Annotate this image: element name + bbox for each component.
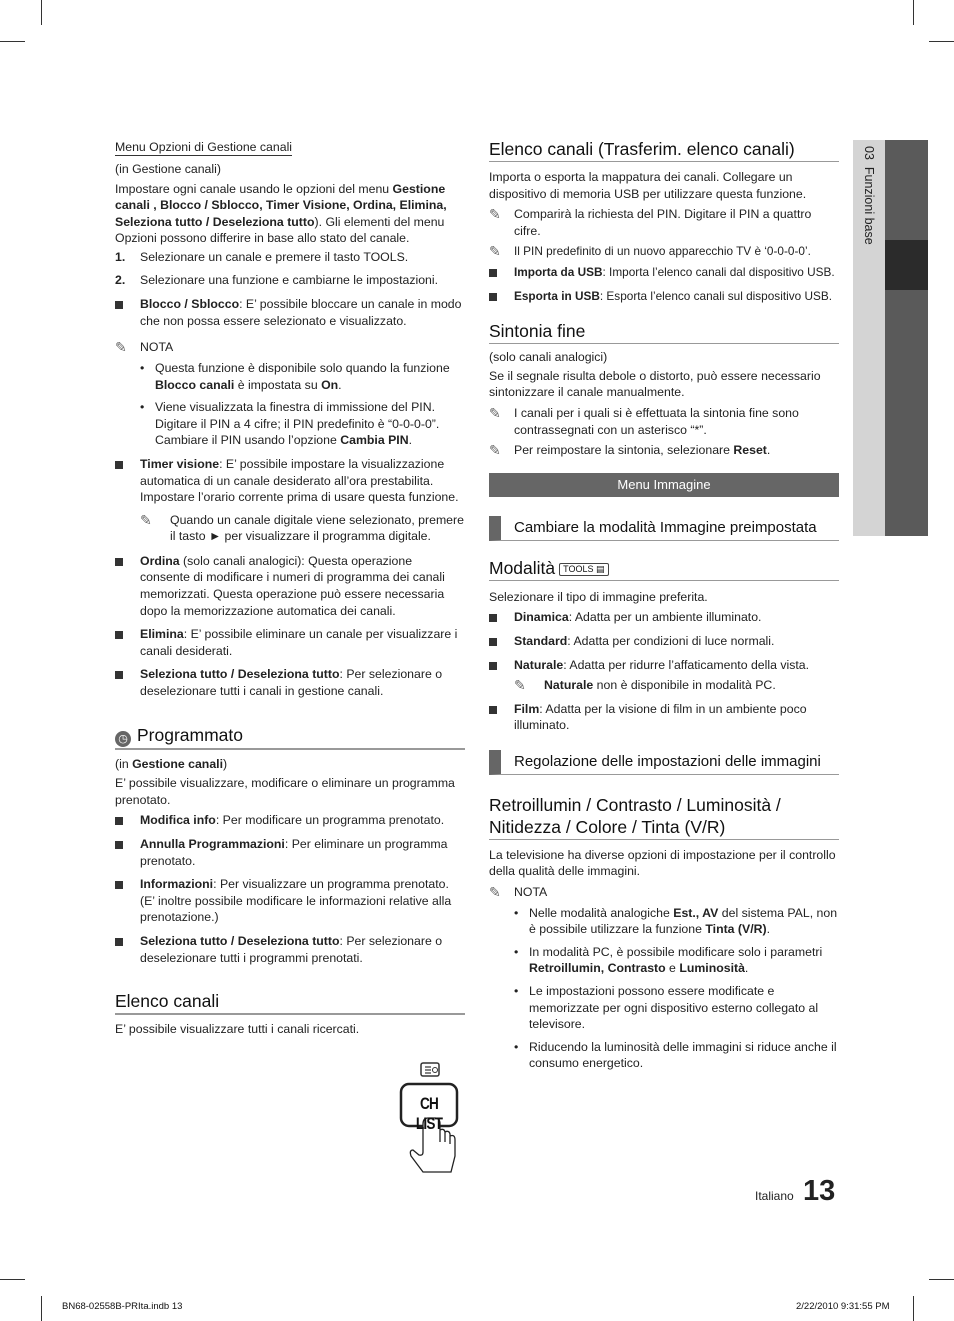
square-bullet-icon (115, 817, 123, 825)
chapter-tab-marker (885, 240, 928, 290)
crop-mark (913, 0, 914, 25)
square-bullet-icon (115, 671, 123, 679)
crop-mark (41, 0, 42, 25)
list-item: Esporta in USB: Esporta l’elenco canali sul dispositivo USB. (489, 288, 839, 305)
note-header: ✎ NOTA (115, 339, 174, 356)
square-bullet-icon (489, 269, 497, 277)
sub-note: ✎ Quando un canale digitale viene selezionato, premere il tasto ► per visualizzare il programma digitale. (140, 511, 464, 544)
note-bullet: • Viene visualizzata la finestra di immissione del PIN. Digitare il PIN a 4 cifre; il PIN predefinito è “0-0-0-0”. Cambiare il PIN usando l’opzione Cambia PIN. (140, 400, 440, 448)
square-bullet-icon (115, 841, 123, 849)
note-header: ✎ NOTA (489, 884, 548, 901)
square-bullet-icon (489, 638, 497, 646)
intro-paragraph: Impostare ogni canale usando le opzioni del menu Gestione canali , Blocco / Sblocco, Timer Visione, Ordina, Elimina, Seleziona tutto / Deseleziona tutto). Gli elementi del menu Opzioni possono differire in base allo stato del canale. (115, 181, 447, 246)
note-bullet: • Nelle modalità analogiche Est., AV del sistema PAL, non è possibile utilizzare la funzione Tinta (V/R). (514, 905, 838, 937)
section-intro: E’ possibile visualizzare, modificare o eliminare un programma prenotato. (115, 776, 455, 807)
section-intro: E’ possibile visualizzare tutti i canali ricercati. (115, 1022, 360, 1037)
chapter-tab-dark (885, 140, 928, 536)
step-item: 1. Selezionare un canale e premere il tasto TOOLS. (115, 249, 409, 264)
clock-icon: ◷ (115, 731, 131, 747)
square-bullet-icon (489, 293, 497, 301)
list-item: Informazioni: Per visualizzare un programma prenotato. (E’ inoltre possibile modificare le informazioni relative alla prenotazione.) (115, 876, 465, 926)
list-item: Timer visione: E’ possibile impostare la visualizzazione automatica di un canale desiderato all’ora prestabilita. Impostare l’orario corrente prima di usare questa funzione. ✎ Quando un canale digitale viene selezionato, premere il tasto ► per visualizzare il programma digitale. (115, 456, 465, 545)
pencil-note-icon: ✎ (489, 884, 501, 901)
right-column (489, 138, 839, 1078)
pencil-note-icon: ✎ (489, 206, 501, 223)
note-item: ✎ Per reimpostare la sintonia, selezionare Reset. (489, 442, 771, 459)
footer-language: Italiano (755, 1189, 794, 1203)
page-number: 13 (803, 1175, 836, 1207)
note-item: ✎ I canali per i quali si è effettuata la sintonia fine sono contrassegnati con un asterisco “*”. (489, 404, 799, 437)
ch-list-illustration (395, 1060, 465, 1175)
list-item: Seleziona tutto / Deseleziona tutto: Per selezionare o deselezionare tutti i programmi prenotati. (115, 933, 465, 966)
crop-mark (41, 1296, 42, 1321)
context-label: (in Gestione canali) (115, 756, 228, 771)
square-bullet-icon (489, 706, 497, 714)
list-item: Annulla Programmazioni: Per eliminare un programma prenotato. (115, 836, 465, 869)
context-label: (in Gestione canali) (115, 162, 221, 176)
note-bullet: • In modalità PC, è possibile modificare solo i parametri Retroillumin, Contrasto e Luminosità. (514, 944, 823, 976)
square-bullet-icon (115, 461, 123, 469)
pencil-note-icon: ✎ (115, 339, 127, 356)
print-slug-date: 2/22/2010 9:31:55 PM (796, 1301, 890, 1312)
note-bullet: • Le impostazioni possono essere modificate e memorizzate per ogni dispositivo esterno collegato al televisore. (514, 984, 819, 1032)
pencil-note-icon: ✎ (514, 677, 526, 694)
crop-mark (929, 41, 954, 42)
list-item: Standard: Adatta per condizioni di luce normali. (489, 633, 839, 650)
list-item: Elimina: E’ possibile eliminare un canale per visualizzare i canali desiderati. (115, 626, 465, 659)
section-intro: La televisione ha diverse opzioni di impostazione per il controllo della qualità delle immagini. (489, 847, 836, 879)
list-item: Dinamica: Adatta per un ambiente illuminato. (489, 609, 839, 626)
section-heading-modalita: Modalità TOOLS ▤ (489, 557, 839, 581)
tools-icon: TOOLS ▤ (559, 563, 608, 576)
note-item: ✎ Comparirà la richiesta del PIN. Digitare il PIN a quattro cifre. (489, 206, 812, 238)
sub-note: ✎ Naturale non è disponibile in modalità PC. (514, 677, 776, 694)
pencil-note-icon: ✎ (489, 243, 501, 260)
section-intro: Se il segnale risulta debole o distorto, può essere necessario sintonizzare il canale manualmente. (489, 368, 821, 400)
list-item: Film: Adatta per la visione di film in un ambiente poco illuminato. (489, 701, 839, 734)
crop-mark (0, 1279, 25, 1280)
square-bullet-icon (115, 881, 123, 889)
square-bullet-icon (115, 938, 123, 946)
section-heading-retroillumin: Retroillumin / Contrasto / Luminosità / Nitidezza / Colore / Tinta (V/R) (489, 794, 839, 840)
square-bullet-icon (489, 614, 497, 622)
list-item: Seleziona tutto / Deseleziona tutto: Per selezionare o deselezionare tutti i canali in gestione canali. (115, 666, 465, 699)
section-heading-sintonia: Sintonia fine (489, 320, 839, 344)
list-item: Blocco / Sblocco: E’ possibile bloccare un canale in modo che non possa essere selezionato e visualizzato. (115, 296, 465, 329)
list-item: Ordina (solo canali analogici): Questa operazione consente di modificare i numeri di programma dei canali memorizzati. Questa operazione può essere necessaria dopo la memorizzazione automatica dei canali. (115, 553, 465, 619)
box-heading-regolazione: Regolazione delle impostazioni delle immagini (489, 750, 839, 775)
pencil-note-icon: ✎ (140, 511, 152, 528)
square-bullet-icon (115, 301, 123, 309)
crop-mark (0, 41, 25, 42)
note-bullet: • Questa funzione è disponibile solo quando la funzione Blocco canali è impostata su On. (140, 360, 450, 392)
crop-mark (913, 1296, 914, 1321)
menu-immagine-band: Menu Immagine (489, 473, 839, 497)
print-slug-file: BN68-02558B-PRIta.indb 13 (62, 1301, 183, 1312)
section-intro: Importa o esporta la mappatura dei canali. Collegare un dispositivo di memoria USB per utilizzare questa funzione. (489, 170, 807, 201)
note-bullet: • Riducendo la luminosità delle immagini si riduce anche il consumo energetico. (514, 1039, 837, 1071)
list-item: Naturale: Adatta per ridurre l’affaticamento della vista. ✎ Naturale non è disponibile in modalità PC. (489, 657, 839, 694)
context-label: (solo canali analogici) (489, 350, 608, 365)
crop-mark (929, 1279, 954, 1280)
note-item: ✎ Il PIN predefinito di un nuovo apparecchio TV è ‘0-0-0-0’. (489, 243, 811, 260)
list-item: Modifica info: Per modificare un programma prenotato. (115, 812, 465, 829)
chapter-label: 03 Funzioni base (862, 146, 876, 245)
left-column (115, 138, 465, 1038)
list-item: Importa da USB: Importa l’elenco canali dal dispositivo USB. (489, 264, 839, 281)
section-heading-trasferim: Elenco canali (Trasferim. elenco canali) (489, 138, 839, 162)
square-bullet-icon (489, 662, 497, 670)
pencil-note-icon: ✎ (489, 404, 501, 421)
box-heading-preset: Cambiare la modalità Immagine preimpostata (489, 516, 839, 541)
section-heading-programmato: ◷ Programmato (115, 724, 465, 750)
square-bullet-icon (115, 631, 123, 639)
section-intro: Selezionare il tipo di immagine preferita. (489, 589, 708, 604)
step-item: 2. Selezionare una funzione e cambiarne le impostazioni. (115, 272, 439, 287)
square-bullet-icon (115, 558, 123, 566)
section-heading-elenco: Elenco canali (115, 990, 465, 1015)
pencil-note-icon: ✎ (489, 442, 501, 459)
ch-list-button: CH LIST (415, 1094, 443, 1133)
menu-title: Menu Opzioni di Gestione canali (115, 140, 293, 154)
